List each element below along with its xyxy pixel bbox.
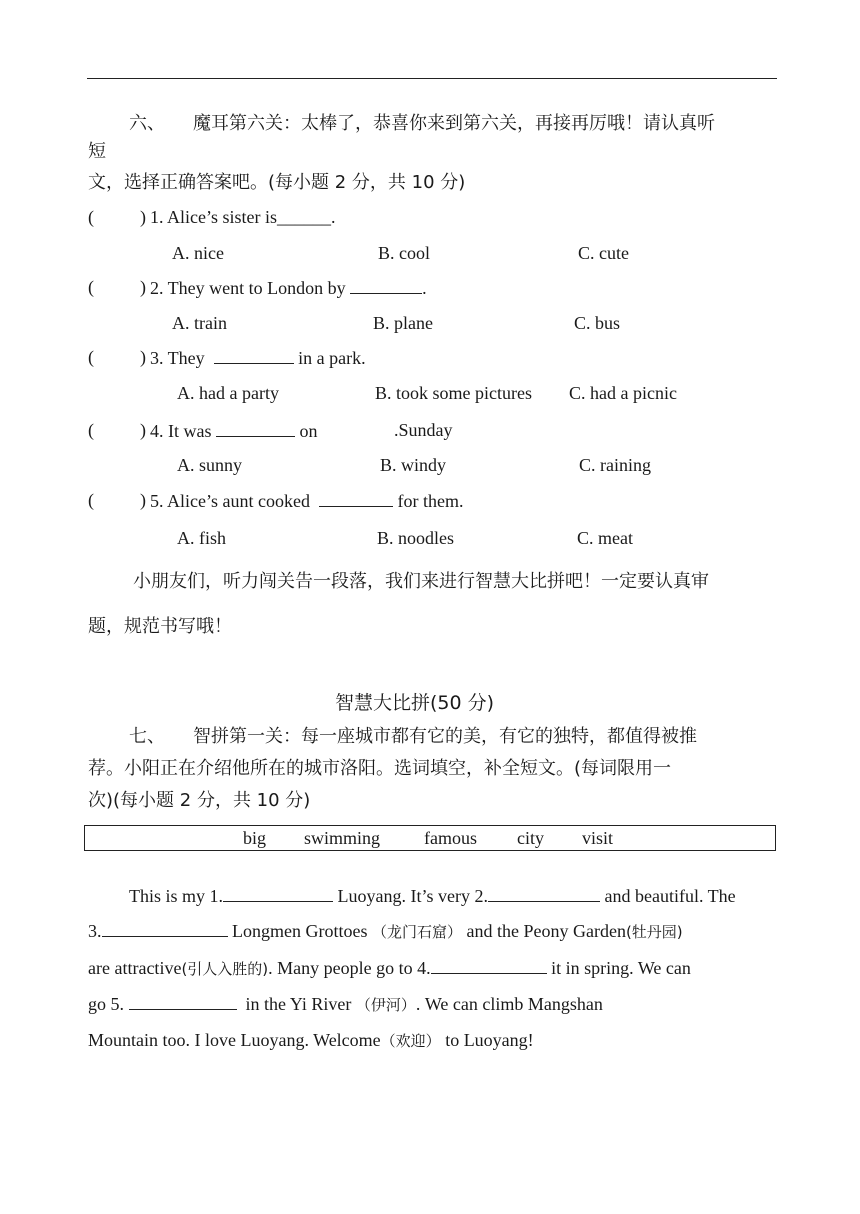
passage-text: and beautiful. The: [604, 886, 736, 906]
passage-text: 3.: [88, 921, 102, 941]
q4-text-before: 4. It was: [150, 421, 212, 441]
q2-paren-open: (: [88, 277, 94, 297]
q3-option-b: B. took some pictures: [375, 383, 532, 403]
passage-text: go 5.: [88, 994, 124, 1014]
section7-line2: 荐。小阳正在介绍他所在的城市洛阳。选词填空，补全短文。(每词限用一: [88, 758, 672, 779]
passage-text: in the Yi River: [245, 994, 352, 1014]
word-bank-item: famous: [424, 828, 477, 848]
passage-text: . We can climb Mangshan: [415, 994, 603, 1014]
passage-cn-note: (牡丹园): [625, 923, 683, 941]
top-rule: [87, 78, 777, 79]
section6-title-line2: 文，选择正确答案吧。(每小题 2 分，共 10 分): [88, 172, 466, 193]
passage-text: Mountain too. I love Luoyang. Welcome: [88, 1030, 381, 1050]
transition-line1: 小朋友们，听力闯关告一段落，我们来进行智慧大比拼吧！一定要认真审: [133, 571, 709, 592]
q5-text-before: 5. Alice’s aunt cooked: [150, 491, 310, 511]
section6-number: 六、: [129, 113, 165, 134]
word-bank-item: big: [243, 828, 267, 848]
q2-question: [150, 277, 427, 299]
q5-paren-close: ): [140, 490, 146, 510]
q1-option-c: C. cute: [578, 243, 629, 263]
q3-question: [150, 347, 366, 369]
q1-option-a: A. nice: [172, 243, 224, 263]
passage-line1: [129, 885, 736, 907]
word-bank: [84, 825, 776, 851]
blank-3[interactable]: [102, 920, 228, 937]
passage-line2: [88, 920, 683, 942]
passage-text: it in spring. We can: [551, 958, 691, 978]
q4-option-c: C. raining: [579, 455, 651, 475]
q1-text: 1. Alice’s sister is______.: [150, 207, 336, 227]
q5-text-after: for them.: [397, 491, 464, 511]
word-bank-item: swimming: [304, 828, 381, 848]
q4-option-a: A. sunny: [177, 455, 243, 475]
section6-title-line1: 魔耳第六关：太棒了，恭喜你来到第六关，再接再厉哦！请认真听: [193, 113, 715, 134]
q3-text-after: in a park.: [298, 348, 366, 368]
passage-line5: [88, 1030, 534, 1051]
passage-line3: [88, 957, 691, 979]
section7-line1: 智拼第一关：每一座城市都有它的美，有它的独特，都值得被推: [193, 726, 697, 747]
q2-text-after: .: [422, 278, 427, 298]
passage-text: and the Peony Garden: [466, 921, 626, 941]
passage-cn-note: （龙门石窟）: [371, 923, 462, 941]
section6-title-line1b: 短: [88, 141, 106, 162]
q4-text-after: .Sunday: [394, 420, 453, 440]
q5-paren-open: (: [88, 490, 94, 510]
q1-paren-close: ): [140, 207, 146, 227]
q3-paren-close: ): [140, 347, 146, 367]
q4-paren-close: ): [140, 420, 146, 440]
q1-option-b: B. cool: [378, 243, 430, 263]
blank-5[interactable]: [129, 993, 237, 1010]
q2-paren-close: ): [140, 277, 146, 297]
passage-cn-note: （伊河）: [355, 996, 416, 1014]
q4-blank[interactable]: [216, 420, 295, 437]
passage-text: are attractive: [88, 958, 182, 978]
q3-blank[interactable]: [214, 347, 294, 364]
q5-blank[interactable]: [319, 490, 393, 507]
q5-option-b: B. noodles: [377, 528, 455, 548]
word-bank-item: visit: [582, 828, 614, 848]
section7-line3: 次)(每小题 2 分，共 10 分): [88, 790, 311, 811]
passage-line4: [88, 993, 603, 1015]
blank-2[interactable]: [488, 885, 600, 902]
q3-paren-open: (: [88, 347, 94, 367]
passage-text: Luoyang. It’s very 2.: [337, 886, 488, 906]
q3-option-c: C. had a picnic: [569, 383, 677, 403]
passage-cn-note: （欢迎）: [380, 1032, 441, 1050]
part-title: 智慧大比拼(50 分): [335, 692, 495, 714]
passage-text: to Luoyang!: [445, 1030, 534, 1050]
q2-option-c: C. bus: [574, 313, 621, 333]
q5-option-c: C. meat: [577, 528, 633, 548]
transition-line2: 题，规范书写哦！: [88, 616, 232, 637]
blank-4[interactable]: [431, 957, 547, 974]
passage-text: . Many people go to 4.: [268, 958, 431, 978]
q5-option-a: A. fish: [177, 528, 226, 548]
q4-question: [150, 420, 318, 442]
q3-option-a: A. had a party: [177, 383, 279, 403]
passage-text: Longmen Grottoes: [232, 921, 368, 941]
q2-option-b: B. plane: [373, 313, 433, 333]
word-bank-item: city: [517, 828, 544, 848]
q2-blank[interactable]: [350, 277, 422, 294]
q2-option-a: A. train: [172, 313, 227, 333]
q1-paren-open: (: [88, 207, 94, 227]
q4-text-mid: on: [299, 421, 318, 441]
q4-option-b: B. windy: [380, 455, 447, 475]
q3-text-before: 3. They: [150, 348, 205, 368]
q2-text-before: 2. They went to London by: [150, 278, 346, 298]
passage-cn-note: (引人入胜的): [181, 960, 269, 978]
q5-question: [150, 490, 463, 512]
passage-text: This is my 1.: [129, 886, 224, 906]
section7-number: 七、: [129, 726, 165, 747]
q4-paren-open: (: [88, 420, 94, 440]
blank-1[interactable]: [223, 885, 333, 902]
